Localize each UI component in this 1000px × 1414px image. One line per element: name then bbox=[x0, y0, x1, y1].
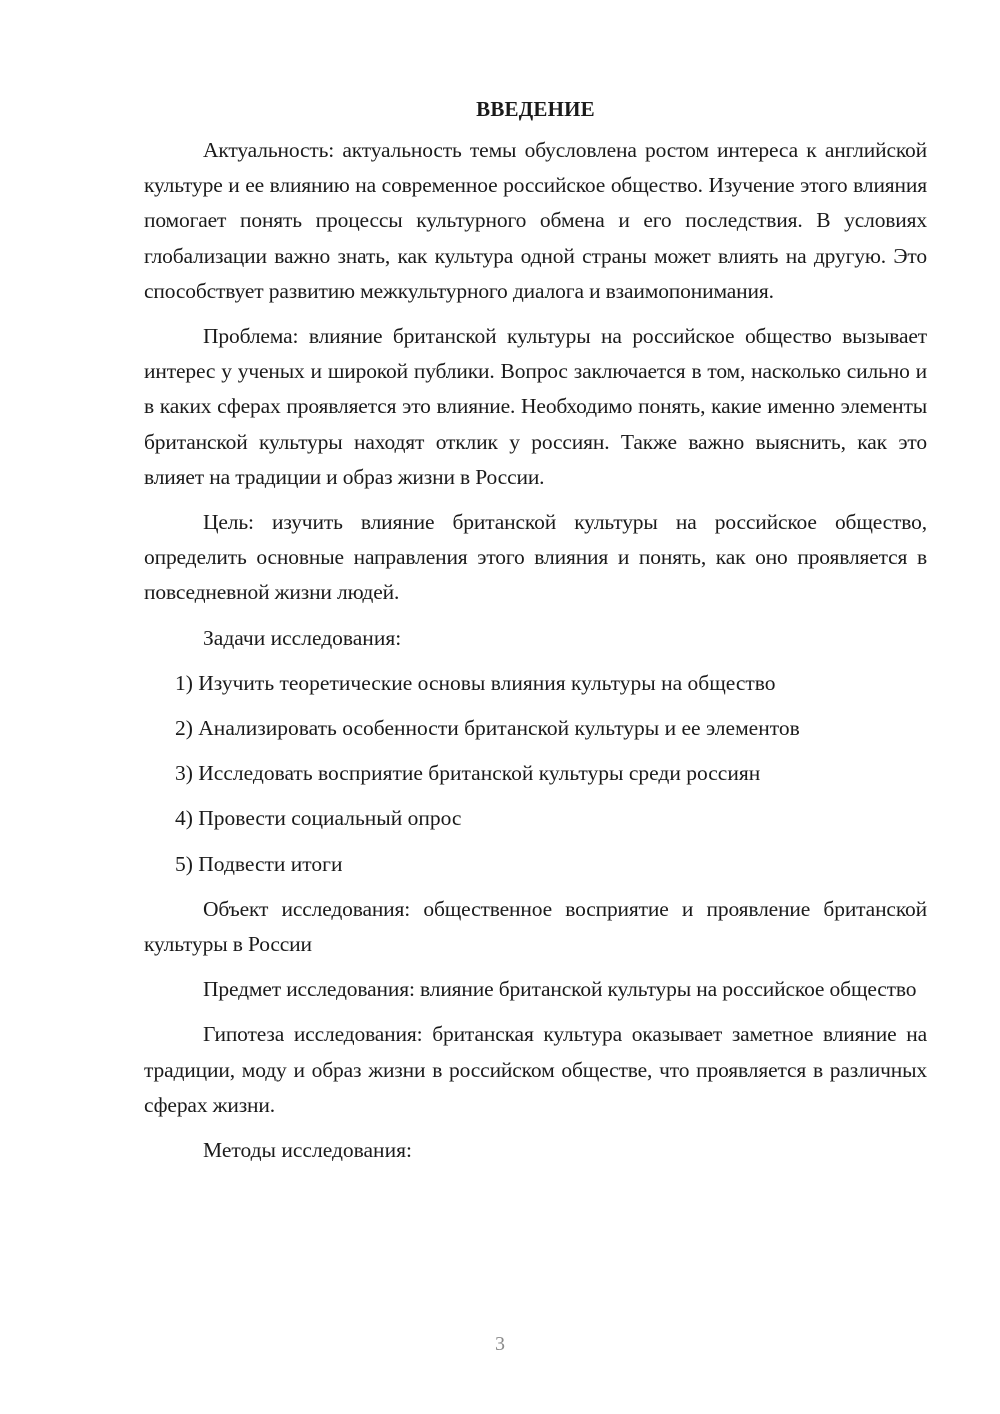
hypothesis-paragraph: Гипотеза исследования: британская культура оказывает заметное влияние на традиции, моду и образ жизни в российском обществе, что проявляется в различных сферах жизни. bbox=[144, 1022, 927, 1117]
section-heading: ВВЕДЕНИЕ bbox=[476, 97, 595, 121]
goal-paragraph: Цель: изучить влияние британской культуры на российское общество, определить основные направления этого влияния и понять, как оно проявляется в повседневной жизни людей. bbox=[144, 510, 927, 605]
relevance-paragraph: Актуальность: актуальность темы обусловлена ростом интереса к английской культуре и ее влиянию на современное российское общество. Изучение этого влияния помогает понять процессы культурного обмена и его последствия. В условиях глобализации важно знать, как культура одной страны может влиять на другую. Это способствует развитию межкультурного диалога и взаимопонимания. bbox=[144, 138, 927, 303]
task-item: 2) Анализировать особенности британской культуры и ее элементов bbox=[175, 716, 800, 741]
task-item: 3) Исследовать восприятие британской культуры среди россиян bbox=[175, 761, 761, 786]
tasks-list bbox=[144, 666, 927, 882]
tasks-label: Задачи исследования: bbox=[203, 625, 402, 650]
document-page bbox=[144, 92, 927, 1178]
page-number: 3 bbox=[495, 1333, 505, 1355]
task-item: 1) Изучить теоретические основы влияния культуры на общество bbox=[175, 670, 776, 695]
problem-paragraph: Проблема: влияние британской культуры на российское общество вызывает интерес у ученых и широкой публики. Вопрос заключается в том, насколько сильно и в каких сферах проявляется это влияние. Необходимо понять, какие именно элементы британской культуры находят отклик у россиян. Также важно выяснить, как это влияет на традиции и образ жизни в России. bbox=[144, 324, 927, 489]
subject-paragraph: Предмет исследования: влияние британской культуры на российское общество bbox=[203, 977, 917, 1002]
task-item: 5) Подвести итоги bbox=[175, 851, 343, 876]
object-paragraph: Объект исследования: общественное восприятие и проявление британской культуры в России bbox=[144, 896, 927, 957]
task-item: 4) Провести социальный опрос bbox=[175, 806, 462, 831]
methods-label: Методы исследования: bbox=[203, 1138, 412, 1163]
